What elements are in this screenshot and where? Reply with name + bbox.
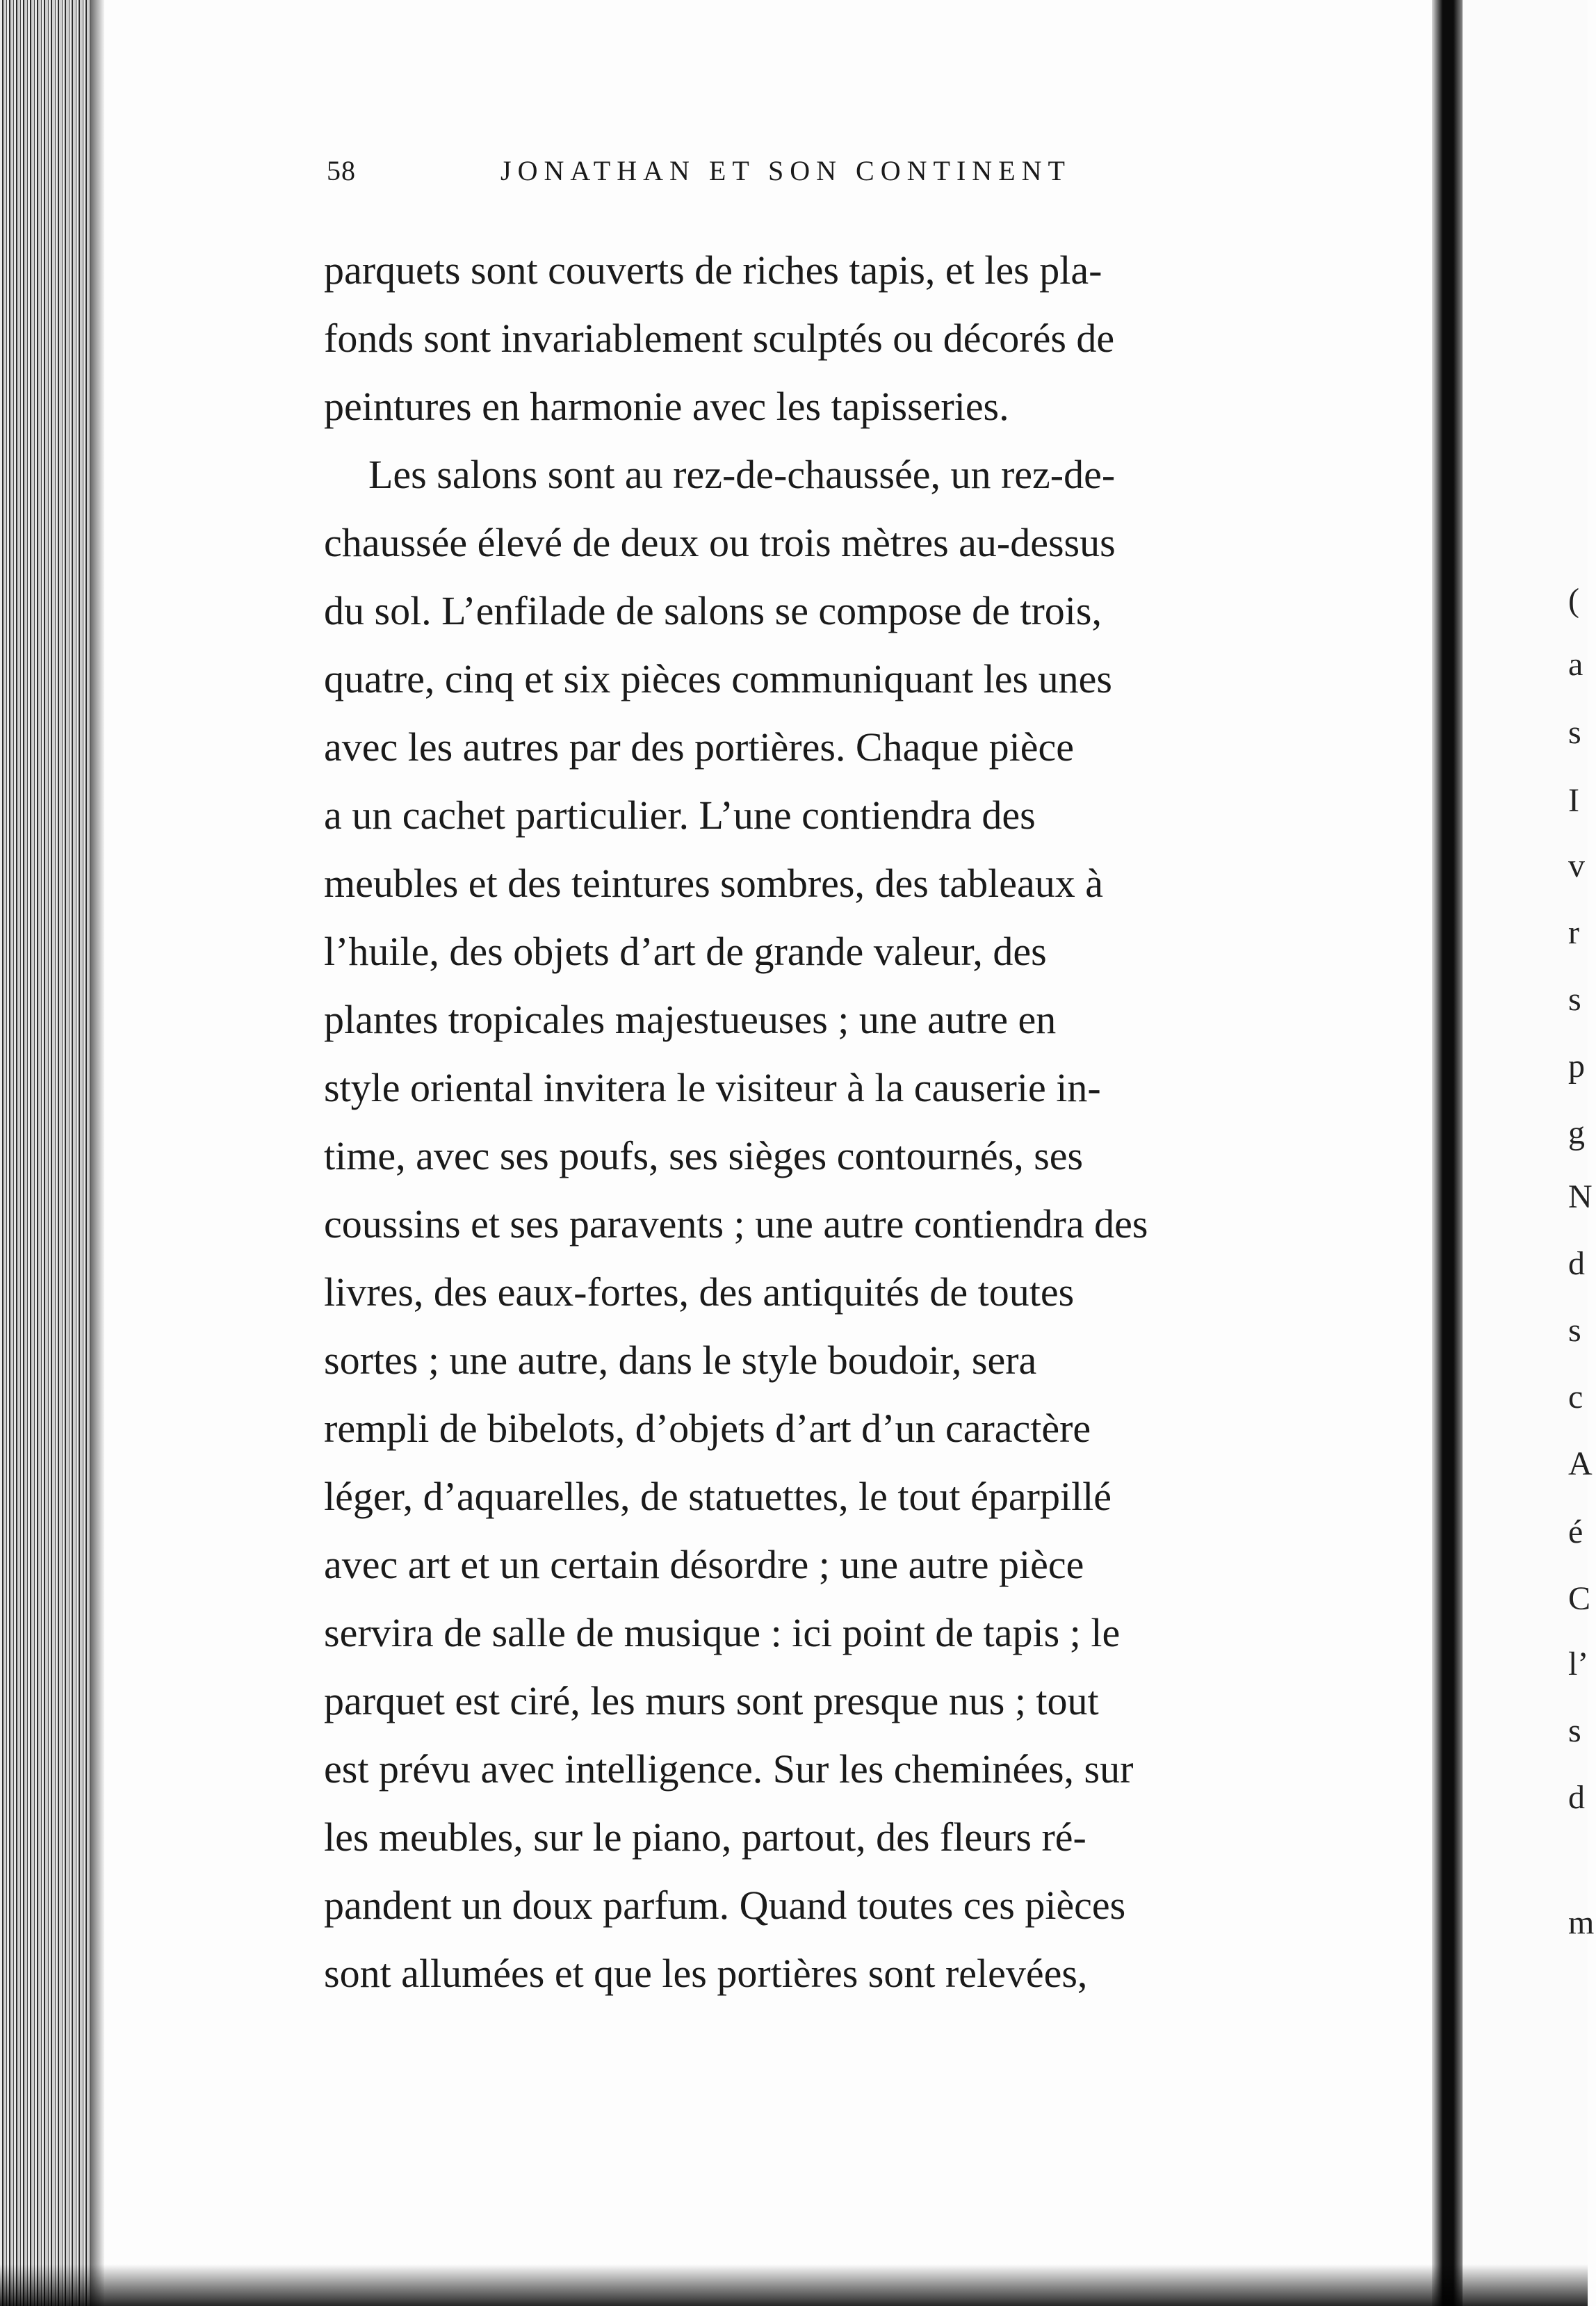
text-line: parquet est ciré, les murs sont presque nus ; tout [324, 1678, 1099, 1723]
text-line: style oriental invitera le visiteur à la causerie in- [324, 1065, 1101, 1110]
text-line: avec art et un certain désordre ; une autre pièce [324, 1542, 1084, 1587]
next-page-fragment: v [1568, 847, 1585, 884]
text-line: servira de salle de musique : ici point de tapis ; le [324, 1610, 1121, 1655]
next-page-edge [1463, 0, 1595, 2306]
text-line: sont allumées et que les portières sont relevées, [324, 1951, 1088, 1996]
running-head [327, 154, 1258, 196]
next-page-fragment: m [1568, 1904, 1595, 1941]
next-page-fragment: A [1568, 1445, 1593, 1482]
text-line: a un cachet particulier. L’une contiendra des [324, 793, 1036, 838]
text-line: du sol. L’enfilade de salons se compose de trois, [324, 588, 1102, 633]
text-line: sortes ; une autre, dans le style boudoir, sera [324, 1338, 1037, 1383]
next-page-fragment: C [1568, 1580, 1591, 1617]
book-page [104, 0, 1432, 2306]
next-page-fragment: s [1568, 714, 1581, 751]
text-line: peintures en harmonie avec les tapisseries. [324, 384, 1009, 429]
text-line: les meubles, sur le piano, partout, des fleurs ré- [324, 1814, 1086, 1860]
text-line: est prévu avec intelligence. Sur les cheminées, sur [324, 1746, 1134, 1792]
text-line: Les salons sont au rez-de-chaussée, un rez-de- [368, 452, 1116, 497]
next-page-fragment: r [1568, 914, 1579, 951]
next-page-fragment: g [1568, 1114, 1585, 1151]
text-line: avec les autres par des portières. Chaque pièce [324, 724, 1074, 770]
next-page-fragment: a [1568, 646, 1583, 683]
book-page-edges [0, 0, 104, 2306]
next-page-fragment: I [1568, 782, 1579, 819]
next-page-fragment: s [1568, 981, 1581, 1018]
text-line: meubles et des teintures sombres, des tableaux à [324, 861, 1104, 906]
text-line: rempli de bibelots, d’objets d’art d’un caractère [324, 1406, 1091, 1451]
text-line: fonds sont invariablement sculptés ou décorés de [324, 316, 1115, 361]
text-line: livres, des eaux-fortes, des antiquités de toutes [324, 1269, 1075, 1315]
text-line: parquets sont couverts de riches tapis, et les pla- [324, 247, 1102, 293]
next-page-fragment: l’ [1568, 1646, 1589, 1682]
next-page-fragment: p [1568, 1048, 1585, 1085]
next-page-fragment: N [1568, 1178, 1593, 1215]
next-page-fragment: d [1568, 1779, 1585, 1816]
next-page-fragment: s [1568, 1312, 1581, 1349]
next-page-fragment: d [1568, 1245, 1585, 1282]
next-page-fragment: c [1568, 1379, 1583, 1415]
text-line: time, avec ses poufs, ses sièges contournés, ses [324, 1133, 1084, 1178]
text-line: coussins et ses paravents ; une autre contiendra des [324, 1201, 1148, 1247]
running-head-title: JONATHAN ET SON CONTINENT [500, 155, 1071, 186]
text-line: léger, d’aquarelles, de statuettes, le tout éparpillé [324, 1474, 1112, 1519]
next-page-fragment: s [1568, 1712, 1581, 1749]
page-number: 58 [327, 155, 356, 186]
scan-bottom-shadow [0, 2264, 1588, 2306]
next-page-fragment: ( [1568, 582, 1579, 619]
text-line: pandent un doux parfum. Quand toutes ces pièces [324, 1883, 1126, 1928]
text-line: l’huile, des objets d’art de grande valeur, des [324, 929, 1047, 974]
text-line: chaussée élevé de deux ou trois mètres au-dessus [324, 520, 1116, 565]
body-text [324, 236, 1360, 2008]
book-gutter [1432, 0, 1463, 2306]
text-line: quatre, cinq et six pièces communiquant les unes [324, 656, 1112, 701]
text-line: plantes tropicales majestueuses ; une autre en [324, 997, 1057, 1042]
next-page-fragment: é [1568, 1513, 1583, 1550]
